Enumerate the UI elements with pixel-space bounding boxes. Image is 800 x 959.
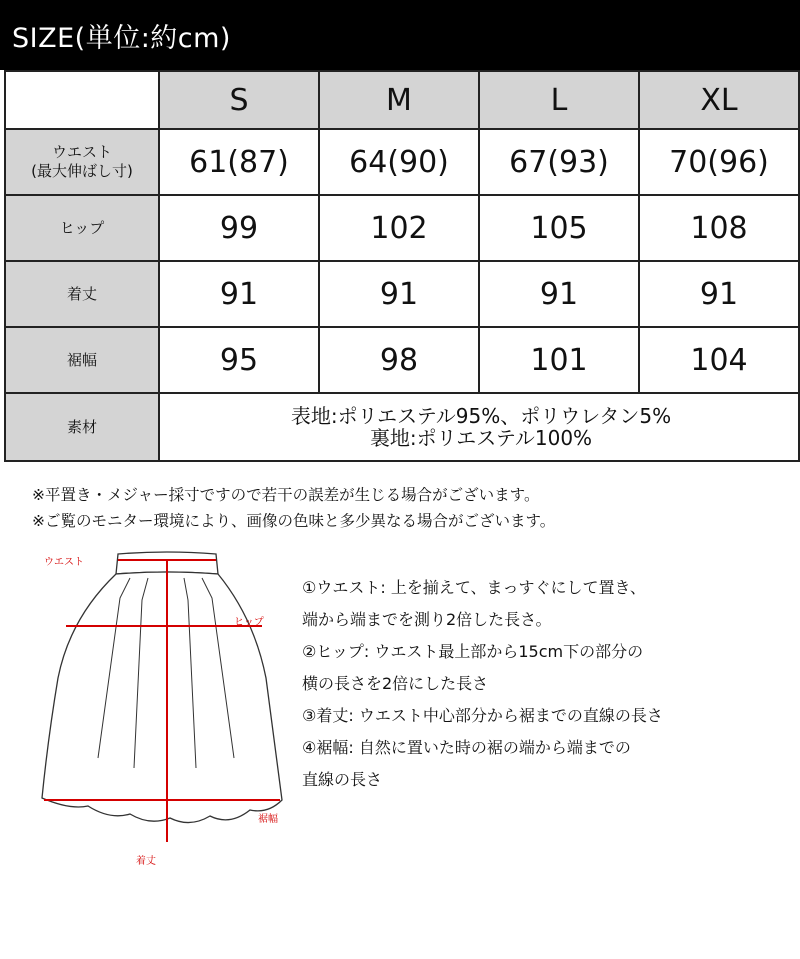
notes <box>32 482 555 534</box>
value-cell: 91 <box>479 261 639 327</box>
row-label-waist <box>5 129 159 195</box>
desc-line: 直線の長さ <box>302 770 383 789</box>
material-text <box>159 393 799 461</box>
value-cell: 91 <box>159 261 319 327</box>
row-label-hip: ヒップ <box>5 195 159 261</box>
row-label-hem: 裾幅 <box>5 327 159 393</box>
table-row-hip <box>5 195 799 261</box>
desc-line: ①ウエスト: 上を揃えて、まっすぐにして置き、 <box>302 578 646 597</box>
hem-diagram-label: 裾幅 <box>258 814 278 825</box>
desc-line: 横の長さを2倍にした長さ <box>302 674 489 693</box>
value-cell: 91 <box>639 261 799 327</box>
size-head-l: L <box>479 71 639 129</box>
size-header-bar <box>0 0 800 70</box>
size-head-xl: XL <box>639 71 799 129</box>
table-row-waist <box>5 129 799 195</box>
skirt-diagram <box>30 548 300 878</box>
desc-line: 端から端までを測り2倍した長さ。 <box>302 610 552 629</box>
desc-line: ②ヒップ: ウエスト最上部から15cm下の部分の <box>302 642 644 661</box>
row-label-line: (最大伸ばし寸) <box>31 162 133 180</box>
material-line: 表地:ポリエステル95%、ポリウレタン5% <box>290 404 672 428</box>
value-cell: 70(96) <box>639 129 799 195</box>
value-cell: 102 <box>319 195 479 261</box>
desc-line: ④裾幅: 自然に置いた時の裾の端から端までの <box>302 738 631 757</box>
value-cell: 101 <box>479 327 639 393</box>
table-row-material <box>5 393 799 461</box>
row-label-material: 素材 <box>5 393 159 461</box>
value-cell: 105 <box>479 195 639 261</box>
value-cell: 95 <box>159 327 319 393</box>
size-head-s: S <box>159 71 319 129</box>
row-label-length: 着丈 <box>5 261 159 327</box>
desc-line: ③着丈: ウエスト中心部分から裾までの直線の長さ <box>302 706 663 725</box>
size-header-row <box>5 71 799 129</box>
table-row-hem <box>5 327 799 393</box>
size-table <box>4 70 800 462</box>
length-diagram-label: 着丈 <box>136 856 156 867</box>
material-line: 裏地:ポリエステル100% <box>369 426 593 450</box>
size-head-m: M <box>319 71 479 129</box>
note-line: ※ご覧のモニター環境により、画像の色味と多少異なる場合がございます。 <box>32 512 556 530</box>
hip-diagram-label: ヒップ <box>234 617 264 628</box>
row-label-line: ウエスト <box>51 143 112 161</box>
measurement-descriptions <box>302 572 663 796</box>
value-cell: 99 <box>159 195 319 261</box>
size-title: SIZE(単位:約cm) <box>12 22 231 54</box>
value-cell: 61(87) <box>159 129 319 195</box>
value-cell: 64(90) <box>319 129 479 195</box>
note-line: ※平置き・メジャー採寸ですので若干の誤差が生じる場合がございます。 <box>32 486 540 504</box>
value-cell: 91 <box>319 261 479 327</box>
table-row-length <box>5 261 799 327</box>
value-cell: 104 <box>639 327 799 393</box>
skirt-body-shape <box>42 572 282 823</box>
corner-cell <box>5 71 159 129</box>
value-cell: 108 <box>639 195 799 261</box>
waist-diagram-label: ウエスト <box>44 557 84 568</box>
skirt-illustration <box>30 548 300 878</box>
value-cell: 67(93) <box>479 129 639 195</box>
value-cell: 98 <box>319 327 479 393</box>
